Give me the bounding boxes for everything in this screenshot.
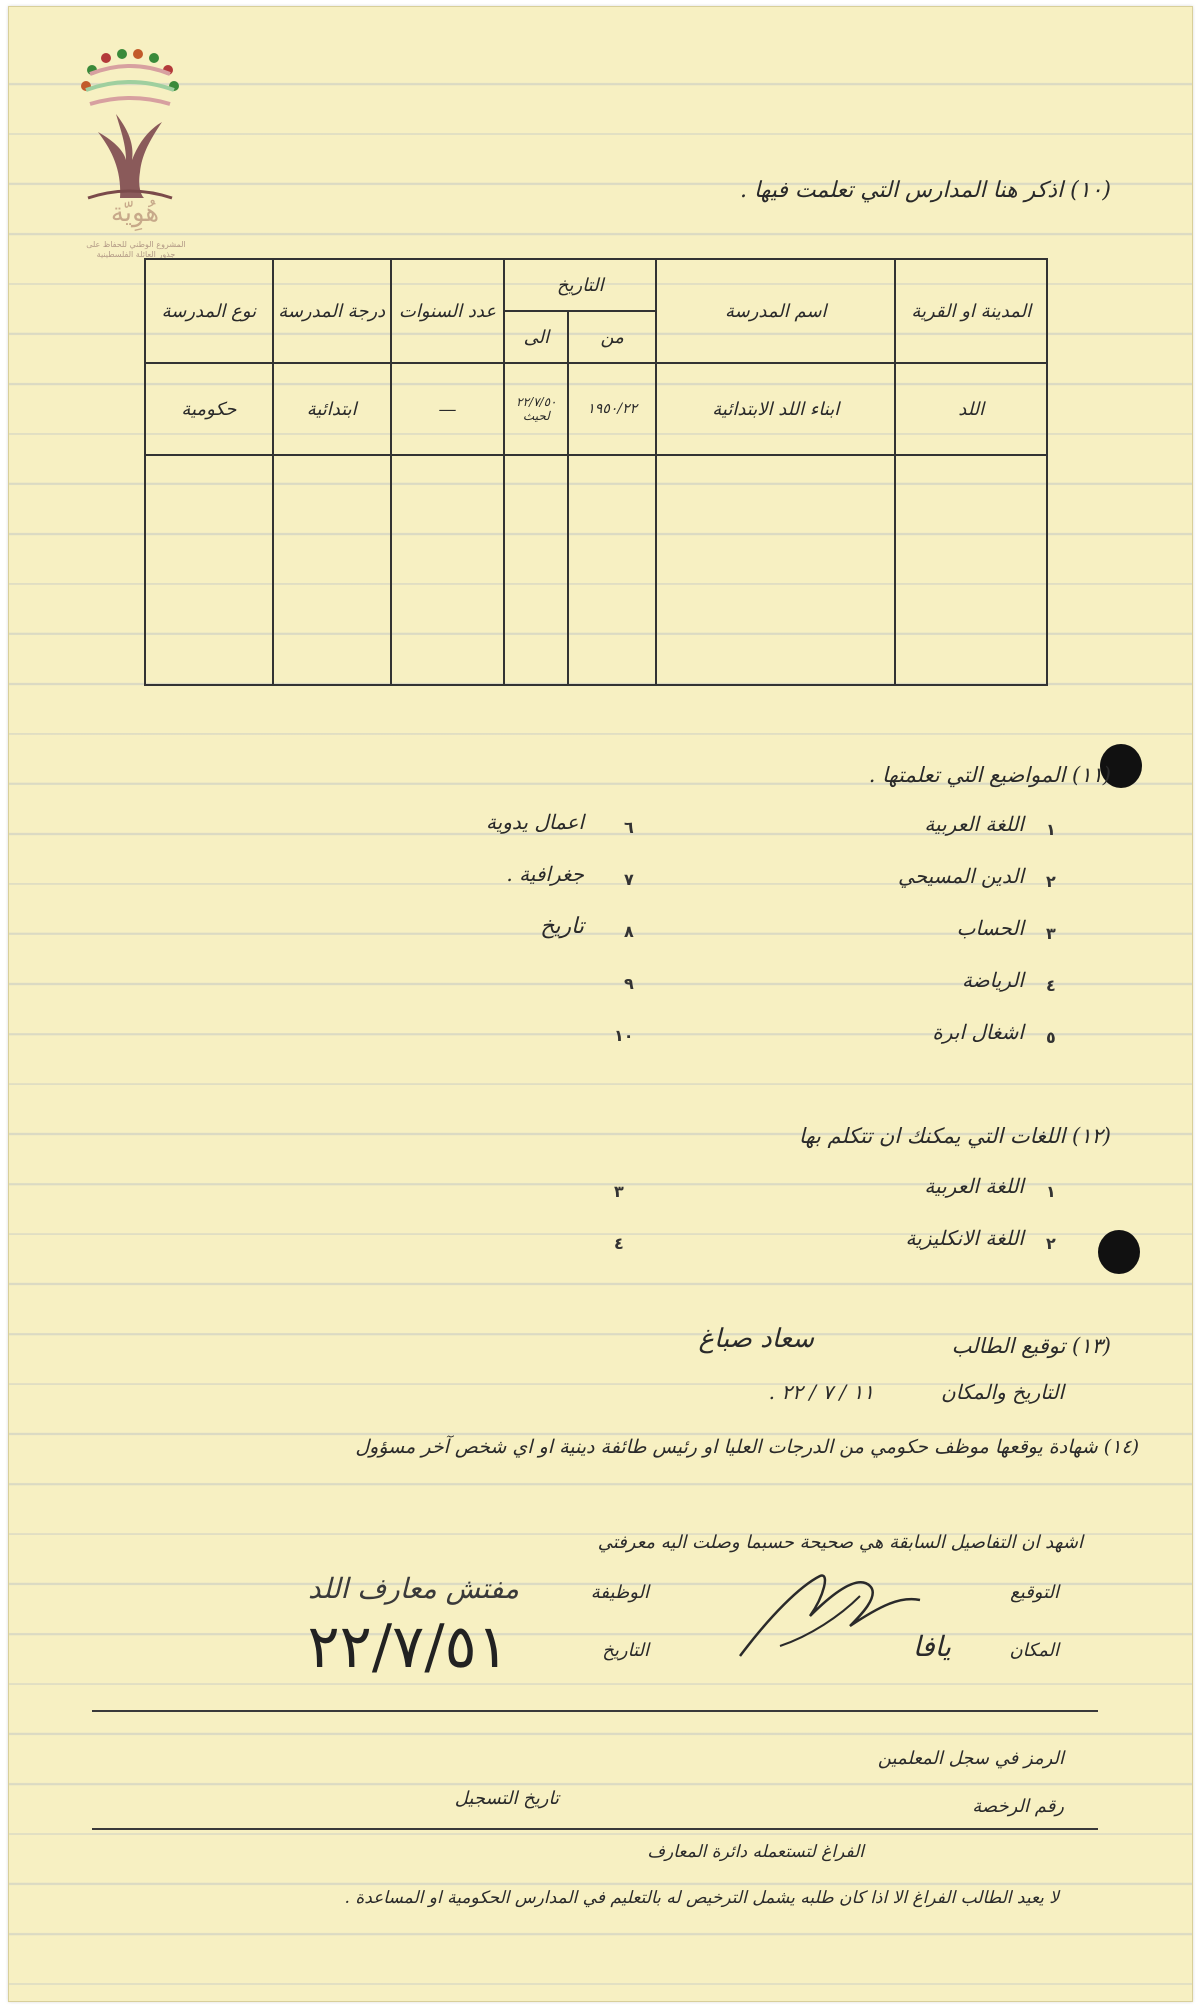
attestation-text: اشهد ان التفاصيل السابقة هي صحيحة حسبما وصلت اليه معرفتي bbox=[597, 1532, 1083, 1553]
final-note: لا يعيد الطالب الفراغ الا اذا كان طلبه يشمل الترخيص له بالتعليم في المدارس الحكومية او المساعدة . bbox=[344, 1888, 1059, 1908]
q14-heading: (١٤) شهادة يوقعها موظف حكومي من الدرجات العليا او رئيس طائفة دينية او اي شخص آخر مسؤول bbox=[355, 1436, 1139, 1458]
subject-text: تاريخ bbox=[540, 914, 584, 939]
cell-years: — bbox=[391, 363, 505, 455]
subject-text: الحساب bbox=[956, 916, 1024, 940]
header-to: الى bbox=[504, 311, 568, 363]
q10-heading: (١٠) اذكر هنا المدارس التي تعلمت فيها . bbox=[739, 178, 1111, 203]
date-place-value: ١١ / ٧ / ٢٢ . bbox=[768, 1380, 874, 1404]
list-item-number: ٥ bbox=[1046, 1028, 1056, 1047]
list-item-number: ٣ bbox=[614, 1182, 624, 1201]
divider-line bbox=[92, 1710, 1098, 1712]
subject-text: الدين المسيحي bbox=[898, 864, 1024, 888]
list-item-number: ٩ bbox=[624, 974, 634, 993]
cell-grade: ابتدائية bbox=[273, 363, 391, 455]
cell-city: اللد bbox=[895, 363, 1047, 455]
header-years: عدد السنوات bbox=[391, 259, 505, 363]
q13-heading: (١٣) توقيع الطالب bbox=[951, 1334, 1111, 1358]
cell-from: ١٩٥٠/٢٢ bbox=[568, 363, 656, 455]
date-label: التاريخ bbox=[602, 1640, 649, 1661]
subject-text: الرياضة bbox=[961, 968, 1024, 992]
language-text: اللغة العربية bbox=[924, 1174, 1024, 1198]
header-type: نوع المدرسة bbox=[145, 259, 273, 363]
date-place-label: التاريخ والمكان bbox=[941, 1380, 1064, 1404]
empty-cell bbox=[504, 455, 568, 685]
schools-table bbox=[144, 258, 1048, 686]
subject-text: اللغة العربية bbox=[924, 812, 1024, 836]
list-item-number: ٦ bbox=[624, 818, 634, 837]
list-item-number: ٣ bbox=[1046, 924, 1056, 943]
header-grade: درجة المدرسة bbox=[273, 259, 391, 363]
q12-heading: (١٢) اللغات التي يمكنك ان تتكلم بها bbox=[798, 1124, 1111, 1148]
logo-title: هُوِيّة bbox=[110, 198, 160, 228]
empty-cell bbox=[895, 455, 1047, 685]
logo-subtitle-line2: جذور العائلة الفلسطينية bbox=[96, 250, 176, 259]
signature-label: التوقيع bbox=[1010, 1582, 1059, 1603]
teacher-register-label: الرمز في سجل المعلمين bbox=[877, 1748, 1064, 1769]
punch-hole bbox=[1098, 1230, 1140, 1274]
place-value: يافا bbox=[912, 1630, 951, 1663]
registration-date-label: تاريخ التسجيل bbox=[454, 1788, 559, 1809]
header-school: اسم المدرسة bbox=[656, 259, 895, 363]
header-city: المدينة او القرية bbox=[895, 259, 1047, 363]
logo-subtitle bbox=[52, 240, 220, 260]
subject-text: اشغال ابرة bbox=[932, 1020, 1024, 1044]
empty-cell bbox=[568, 455, 656, 685]
list-item-number: ٢ bbox=[1046, 1234, 1056, 1253]
license-number-label: رقم الرخصة bbox=[972, 1796, 1064, 1817]
list-item-number: ٨ bbox=[624, 922, 634, 941]
empty-cell bbox=[656, 455, 895, 685]
list-item-number: ٢ bbox=[1046, 872, 1056, 891]
date-value: ٢٢/٧/٥١ bbox=[307, 1612, 509, 1682]
subject-text: جغرافية . bbox=[506, 862, 584, 886]
job-value: مفتش معارف اللد bbox=[308, 1572, 519, 1605]
logo-subtitle-line1: المشروع الوطني للحفاظ على bbox=[86, 240, 186, 249]
header-from: من bbox=[568, 311, 656, 363]
list-item-number: ٤ bbox=[614, 1234, 624, 1253]
q11-heading: (١١) المواضيع التي تعلمتها . bbox=[868, 763, 1111, 787]
empty-cell bbox=[145, 455, 273, 685]
cell-school: ابناء اللد الابتدائية bbox=[656, 363, 895, 455]
empty-cell bbox=[273, 455, 391, 685]
language-text: اللغة الانكليزية bbox=[905, 1226, 1024, 1250]
cell-to: ٢٢/٧/٥٠ لحيث bbox=[504, 363, 568, 455]
empty-cell bbox=[391, 455, 505, 685]
subject-text: اعمال يدوية bbox=[485, 810, 584, 834]
list-item-number: ٤ bbox=[1046, 976, 1056, 995]
place-label: المكان bbox=[1009, 1640, 1059, 1661]
job-label: الوظيفة bbox=[590, 1582, 649, 1603]
header-date: التاريخ bbox=[504, 259, 656, 311]
divider-line bbox=[92, 1828, 1098, 1830]
student-signature: سعاد صباغ bbox=[698, 1324, 814, 1354]
list-item-number: ١ bbox=[1046, 820, 1056, 839]
official-signature-icon bbox=[720, 1556, 940, 1676]
office-use-label: الفراغ لتستعمله دائرة المعارف bbox=[647, 1842, 864, 1862]
list-item-number: ١ bbox=[1046, 1182, 1056, 1201]
cell-type: حكومية bbox=[145, 363, 273, 455]
list-item-number: ٧ bbox=[624, 870, 634, 889]
list-item-number: ١٠ bbox=[614, 1026, 634, 1045]
